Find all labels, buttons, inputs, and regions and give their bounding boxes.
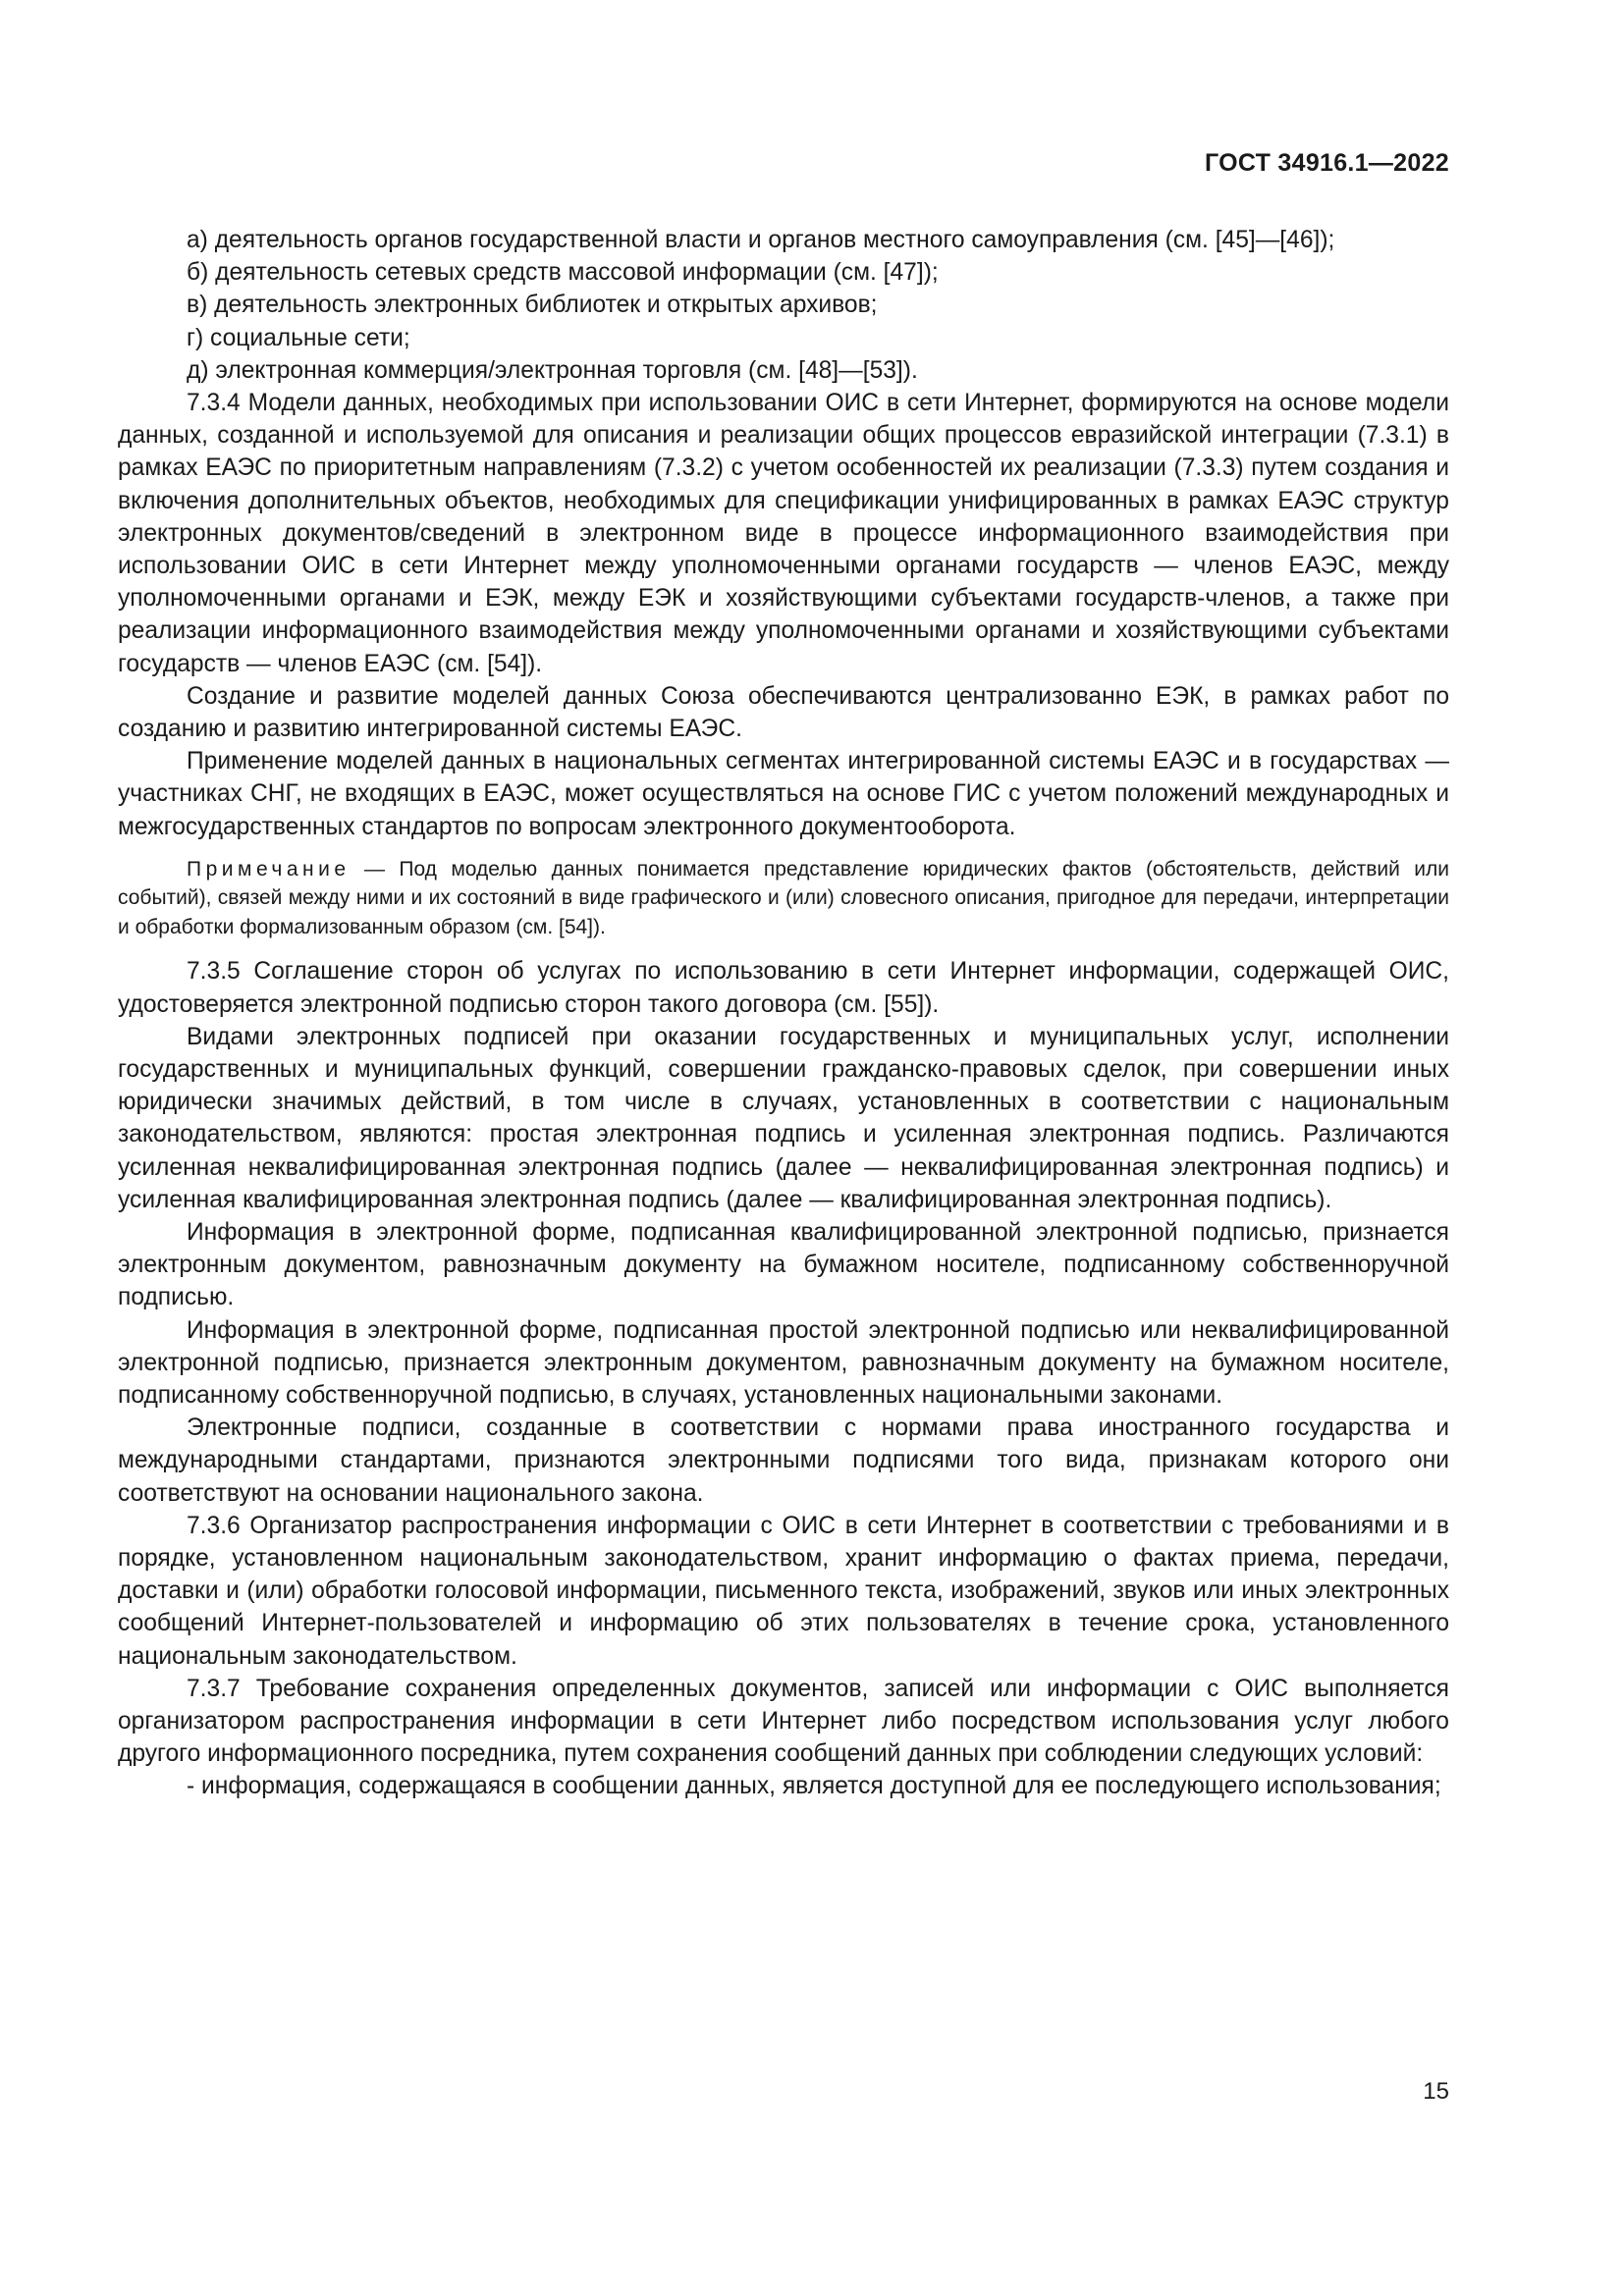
note-block (118, 855, 1449, 942)
page-body (118, 224, 1449, 1803)
paragraph-foreign-signatures: Электронные подписи, созданные в соответствии с нормами права иностранного государства и международными стандартами, признаются электронными подписями того вида, признакам которого они соответствуют на основании национального закона. (118, 1415, 1449, 1507)
list-item-dash: - информация, содержащаяся в сообщении данных, является доступной для ее последующего использования; (187, 1773, 1441, 1800)
list-item-v: в) деятельность электронных библиотек и открытых архивов; (187, 292, 878, 319)
document-code-header: ГОСТ 34916.1—2022 (1204, 149, 1449, 177)
paragraph-data-models-creation: Создание и развитие моделей данных Союза обеспечиваются централизованно ЕЭК, в рамках работ по созданию и развитию интегрированной системы ЕАЭС. (118, 682, 1449, 743)
list-item-g: г) социальные сети; (187, 324, 410, 351)
note-label: Примечание (187, 857, 351, 881)
list-item-d: д) электронная коммерция/электронная торговля (см. [48]—[53]). (187, 356, 918, 384)
list-item-a: а) деятельность органов государственной власти и органов местного самоуправления (см. [45]—[46]); (187, 227, 1335, 253)
note-text: — Под моделью данных понимается представление юридических фактов (обстоятельств, действий или событий), связей между ними и их состояний в виде графического и (или) словесного описания, пригодное для передачи, интерпретации и обработки формализованным образом (см. [54]). (118, 857, 1449, 938)
page-number: 15 (1423, 2078, 1449, 2105)
list-item-b: б) деятельность сетевых средств массовой информации (см. [47]); (187, 259, 939, 287)
clause-7-3-6: 7.3.6 Организатор распространения информации с ОИС в сети Интернет в соответствии с требованиями и в порядке, установленном национальным законодательством, хранит информацию о фактах приема, передачи, доставки и (или) обработки голосовой информации, письменного текста, изображений, звуков или иных электронных сообщений Интернет-пользователей и информацию об этих пользователях в течение срока, установленного национальным законодательством. (118, 1512, 1449, 1670)
paragraph-signature-types: Видами электронных подписей при оказании государственных и муниципальных услуг, исполнении государственных и муниципальных функций, совершении гражданско-правовых сделок, при совершении иных юридически значимых действий, в том числе в случаях, установленных в соответствии с национальным законодательством, являются: простая электронная подпись и усиленная электронная подпись. Различаются усиленная неквалифицированная электронная подпись (далее — неквалифицированная электронная подпись) и усиленная квалифицированная электронная подпись (далее — квалифицированная электронная подпись). (118, 1023, 1449, 1213)
clause-7-3-7: 7.3.7 Требование сохранения определенных документов, записей или информации с ОИС выполняется организатором распространения информации в сети Интернет либо посредством использования услуг любого другого информационного посредника, путем сохранения сообщений данных при соблюдении следующих условий: (118, 1675, 1449, 1768)
clause-7-3-4: 7.3.4 Модели данных, необходимых при использовании ОИС в сети Интернет, формируются на основе модели данных, созданной и используемой для описания и реализации общих процессов евразийской интеграции (7.3.1) в рамках ЕАЭС по приоритетным направлениям (7.3.2) с учетом особенностей их реализации (7.3.3) путем создания и включения дополнительных объектов, необходимых для спецификации унифицированных в рамках ЕАЭС структур электронных документов/сведений в электронном виде в процессе информационного взаимодействия при использовании ОИС в сети Интернет между уполномоченными органами государств — членов ЕАЭС, между уполномоченными органами и ЕЭК, между ЕЭК и хозяйствующими субъектами государств-членов, а также при реализации информационного взаимодействия между уполномоченными органами и хозяйствующими субъектами государств — членов ЕАЭС (см. [54]). (118, 390, 1449, 677)
paragraph-simple-signature: Информация в электронной форме, подписанная простой электронной подписью или неквалифицированной электронной подписью, признается электронным документом, равнозначным документу на бумажном носителе, подписанному собственноручной подписью, в случаях, установленных национальными законами. (118, 1316, 1449, 1409)
paragraph-qualified-signature: Информация в электронной форме, подписанная квалифицированной электронной подписью, признается электронным документом, равнозначным документу на бумажном носителе, подписанному собственноручной подписью. (118, 1218, 1449, 1311)
paragraph-data-models-application: Применение моделей данных в национальных сегментах интегрированной системы ЕАЭС и в государствах — участниках СНГ, не входящих в ЕАЭС, может осуществляться на основе ГИС с учетом положений международных и межгосударственных стандартов по вопросам электронного документооборота. (118, 748, 1449, 840)
clause-7-3-5: 7.3.5 Соглашение сторон об услугах по использованию в сети Интернет информации, содержащей ОИС, удостоверяется электронной подписью сторон такого договора (см. [55]). (118, 958, 1449, 1018)
